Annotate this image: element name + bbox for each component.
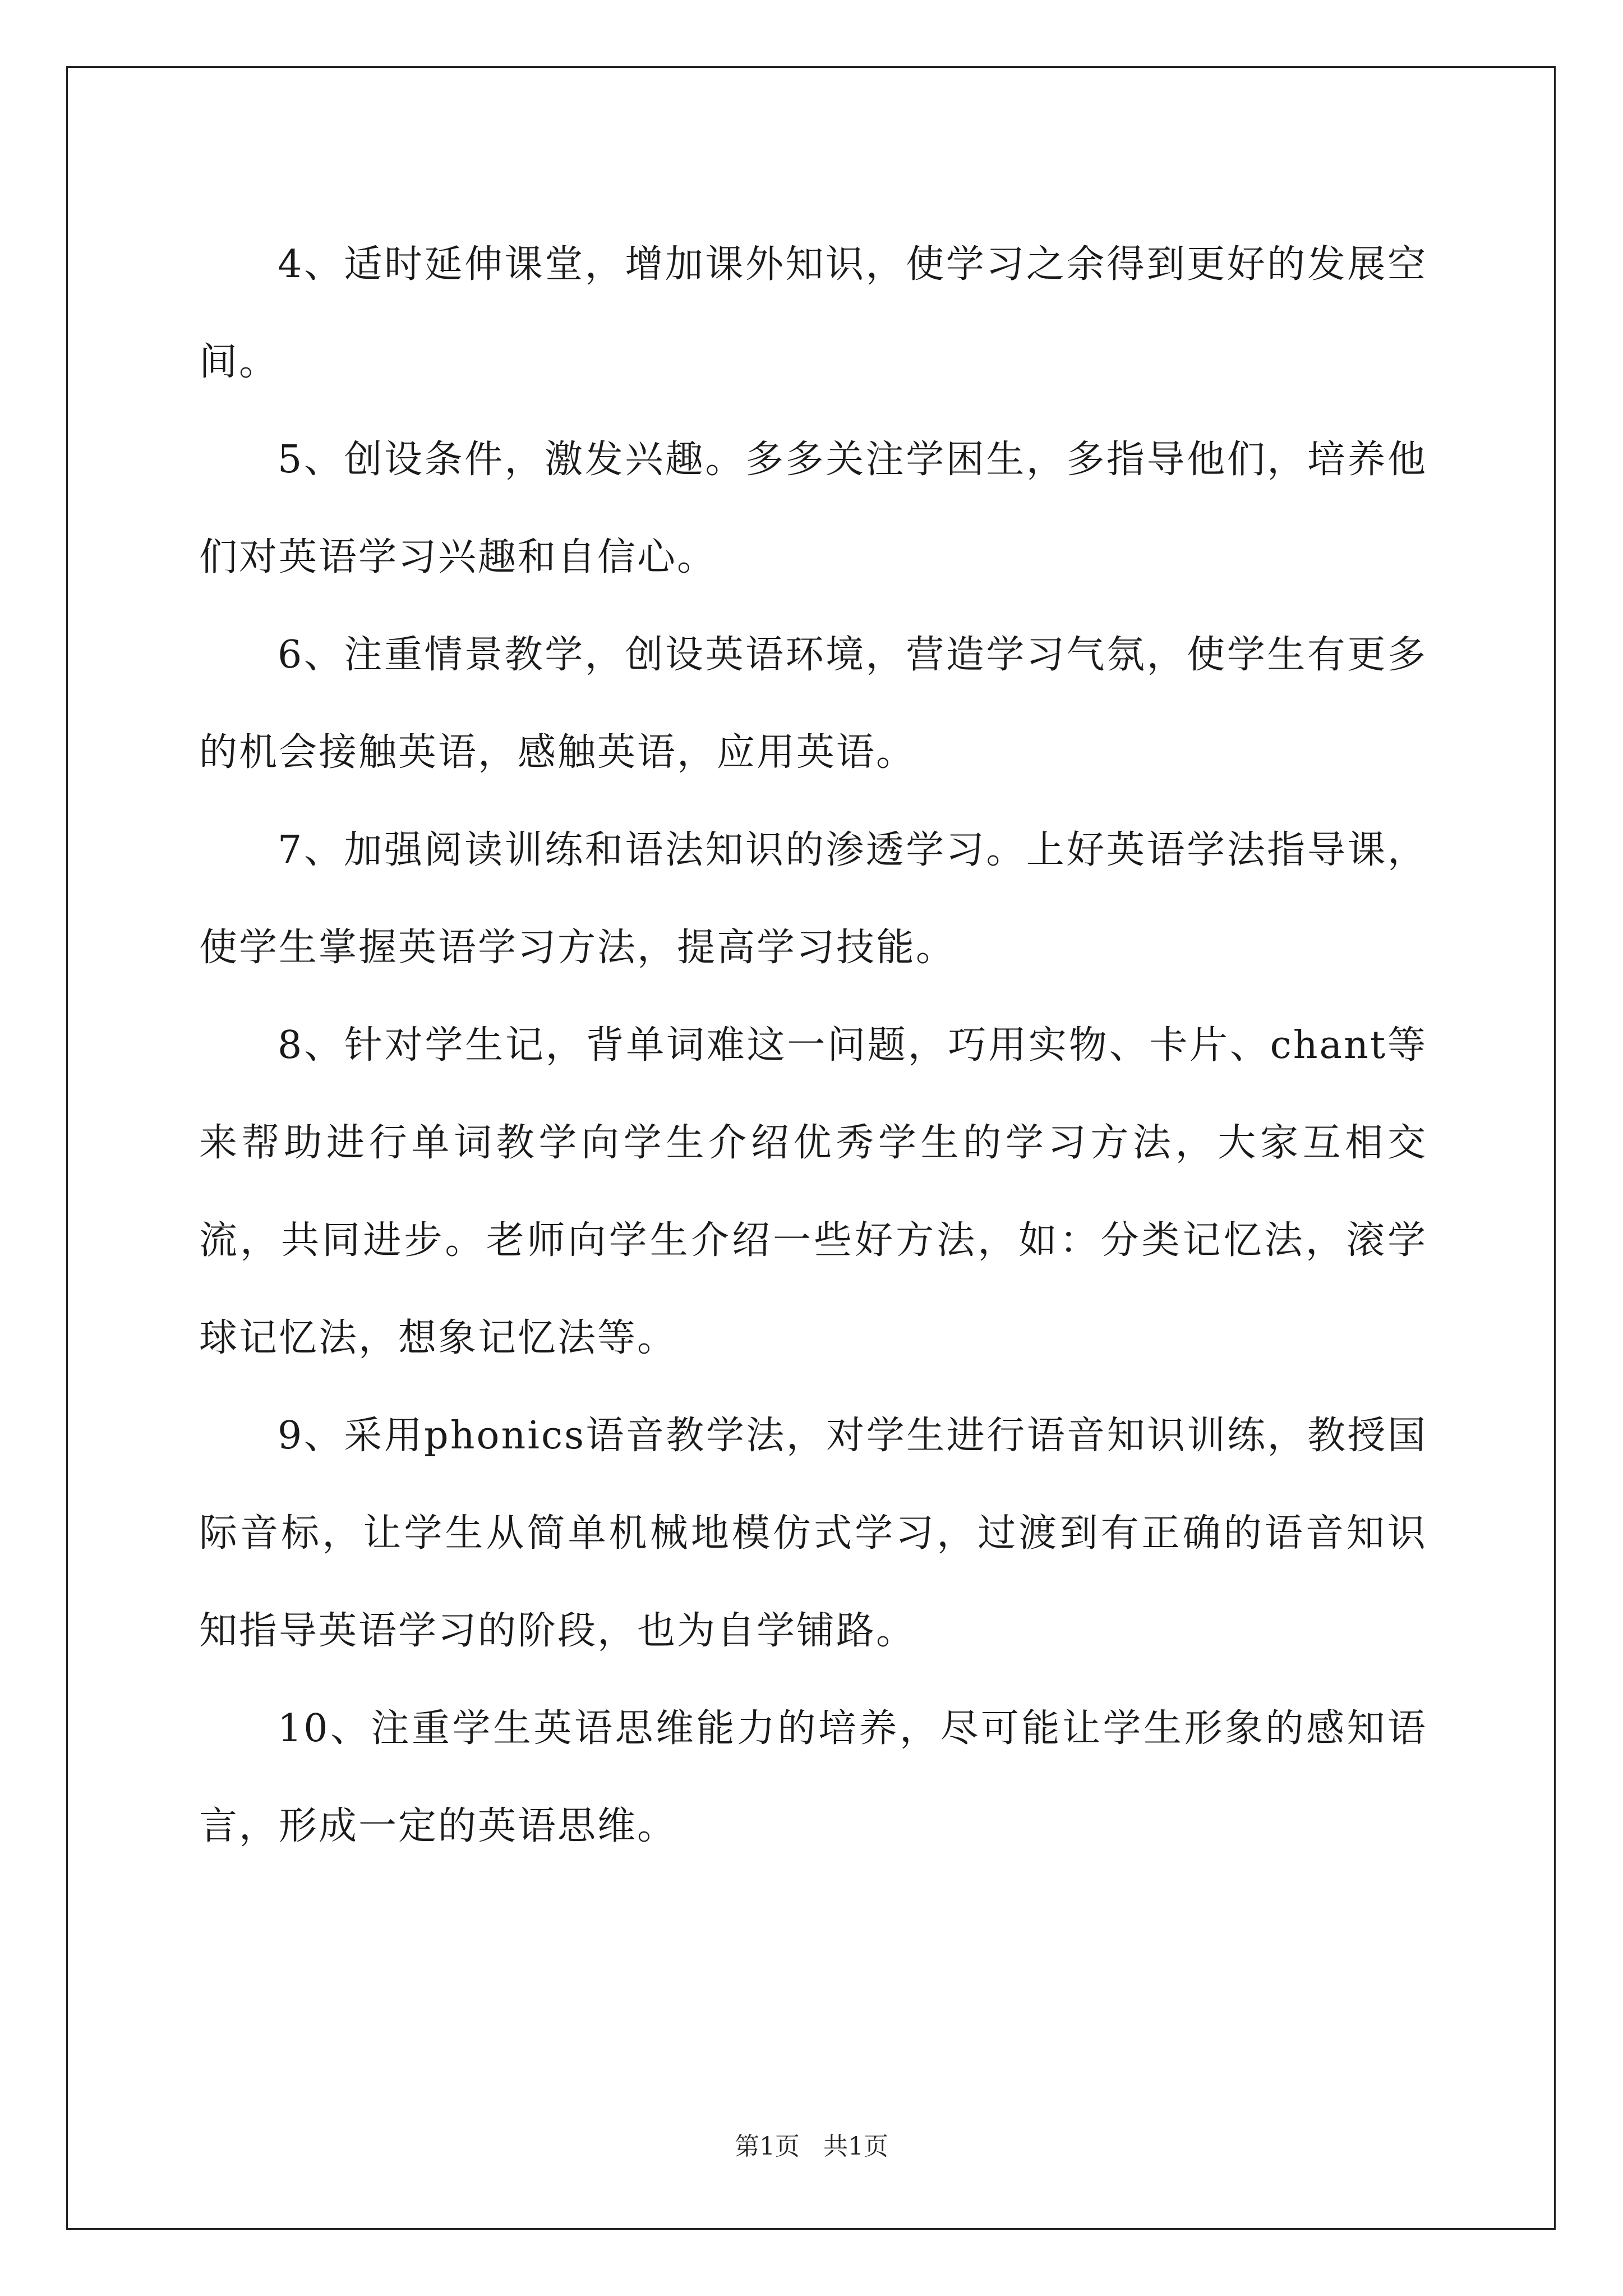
- paragraph-item-4: 4、适时延伸课堂，增加课外知识，使学习之余得到更好的发展空间。: [199, 242, 1427, 384]
- paragraph-item-6: 6、注重情景教学，创设英语环境，营造学习气氛，使学生有更多的机会接触英语，感触英语，应用英语。: [199, 633, 1427, 775]
- paragraph-item-10: 10、注重学生英语思维能力的培养，尽可能让学生形象的感知语言，形成一定的英语思维。: [199, 1706, 1427, 1848]
- paragraph-item-5: 5、创设条件，激发兴趣。多多关注学困生，多指导他们，培养他们对英语学习兴趣和自信心。: [199, 438, 1427, 579]
- page-footer: [0, 2126, 1623, 2162]
- paragraph-item-8: 8、针对学生记，背单词难这一问题，巧用实物、卡片、chant等来帮助进行单词教学向学生介绍优秀学生的学习方法，大家互相交流，共同进步。老师向学生介绍一些好方法，如：分类记忆法，滚学球记忆法，想象记忆法等。: [199, 1023, 1427, 1360]
- paragraph-item-7: 7、加强阅读训练和语法知识的渗透学习。上好英语学法指导课，使学生掌握英语学习方法，提高学习技能。: [199, 828, 1427, 970]
- page-number-current: 第1页: [735, 2132, 800, 2161]
- document-body: [199, 216, 1427, 1875]
- page-number-total: 共1页: [823, 2132, 888, 2161]
- paragraph-item-9: 9、采用phonics语音教学法，对学生进行语音知识训练，教授国际音标，让学生从简单机械地模仿式学习，过渡到有正确的语音知识知指导英语学习的阶段，也为自学铺路。: [199, 1414, 1427, 1653]
